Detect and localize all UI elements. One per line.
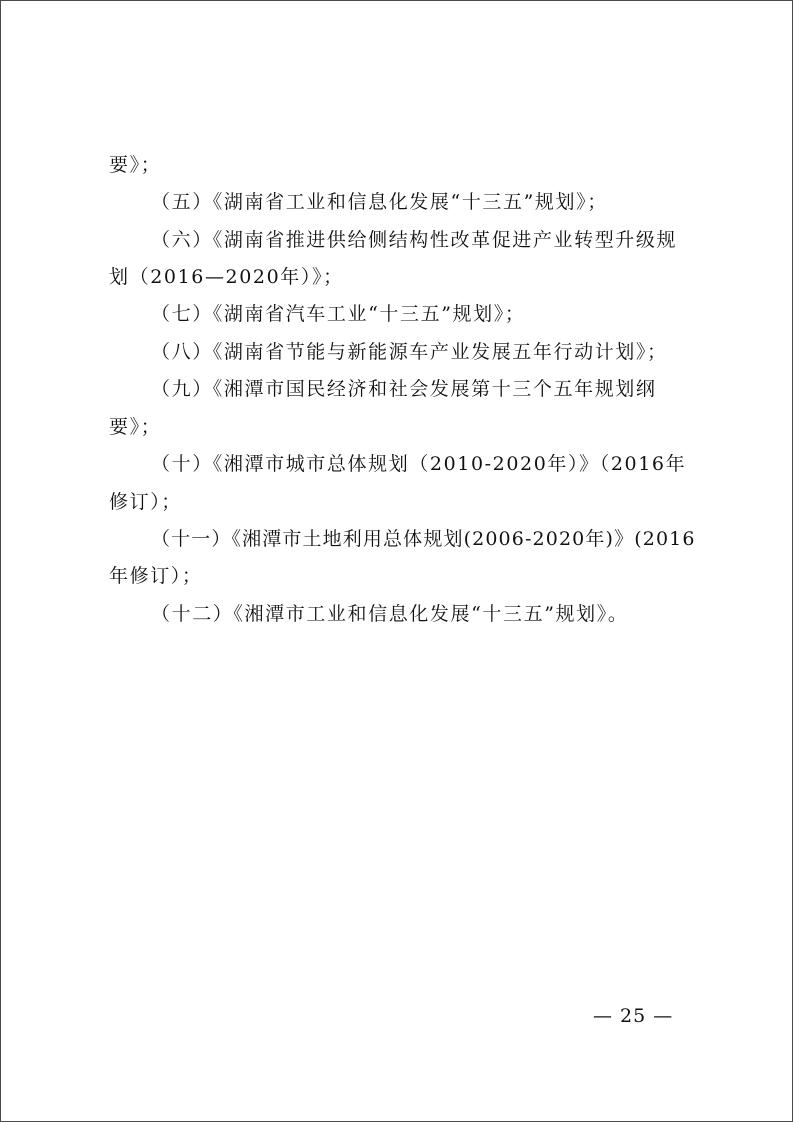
text-line-9: （十）《湘潭市城市总体规划（2010-2020年）》（2016年	[151, 453, 687, 475]
text-line-4: 划（2016—2020年）》；	[109, 266, 344, 288]
text-line-13: （十二）《湘潭市工业和信息化发展“十三五”规划》。	[151, 603, 629, 625]
text-line-12: 年修订）；	[109, 565, 203, 587]
text-line-6: （八）《湖南省节能与新能源车产业发展五年行动计划》；	[151, 341, 668, 363]
text-line-10: 修订）；	[109, 491, 182, 513]
text-line-2: （五）《湖南省工业和信息化发展“十三五”规划》；	[151, 191, 608, 213]
text-line-5: （七）《湖南省汽车工业“十三五”规划》；	[151, 303, 526, 325]
text-line-11: （十一）《湘潭市土地利用总体规划(2006-2020年)》(2016	[151, 528, 696, 550]
text-line-3: （六）《湖南省推进供给侧结构性改革促进产业转型升级规	[151, 229, 678, 251]
text-line-1: 要》；	[109, 154, 162, 176]
text-line-8: 要》；	[109, 416, 162, 438]
page-number: — 25 —	[593, 1005, 674, 1027]
text-line-7: （九）《湘潭市国民经济和社会发展第十三个五年规划纲	[151, 378, 657, 400]
